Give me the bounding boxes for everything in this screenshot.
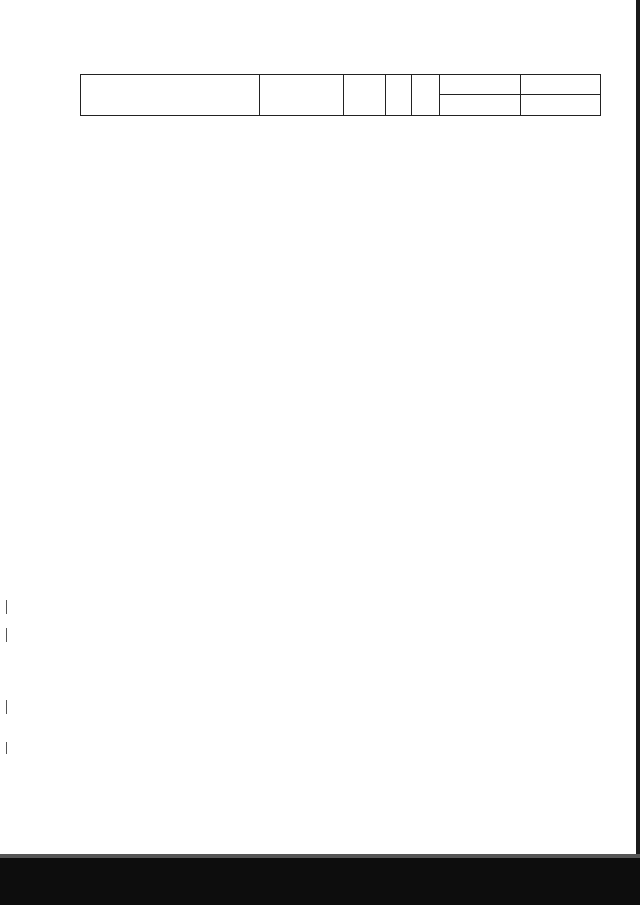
margin-mark — [6, 600, 7, 614]
margin-mark — [6, 628, 7, 642]
margin-mark — [6, 742, 7, 754]
scan-bottom-band — [0, 858, 640, 905]
scan-edge — [636, 0, 640, 905]
margin-mark — [6, 700, 7, 714]
table-header — [80, 74, 601, 116]
